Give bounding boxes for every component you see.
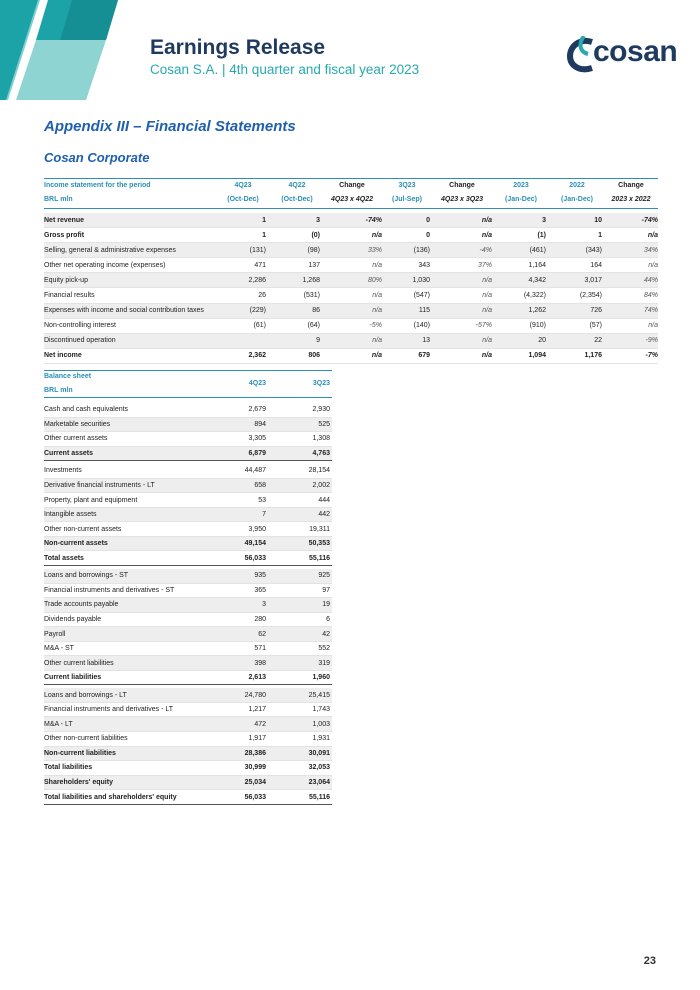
- balance-row: [44, 717, 332, 732]
- income-cell: n/a: [648, 322, 658, 330]
- income-cell: (2,354): [579, 291, 602, 299]
- balance-row-label: Shareholders' equity: [44, 778, 113, 786]
- income-row-label: Selling, general & administrative expenses: [44, 246, 176, 254]
- income-row-label: Gross profit: [44, 231, 85, 239]
- balance-cell-3q23: 925: [318, 572, 330, 580]
- col-header-bottom: 4Q23 x 4Q22: [330, 196, 374, 203]
- balance-row-label: Total assets: [44, 554, 84, 562]
- income-row: [44, 334, 658, 349]
- col-header-top: 2022: [569, 182, 585, 189]
- section-title: Appendix III – Financial Statements: [44, 118, 296, 135]
- income-cell: 137: [308, 261, 320, 269]
- income-cell: (1): [537, 231, 546, 239]
- balance-row: [44, 493, 332, 508]
- subsection-title: Cosan Corporate: [44, 150, 150, 165]
- income-cell: n/a: [371, 352, 382, 360]
- income-row: [44, 288, 658, 303]
- income-cell: n/a: [482, 337, 492, 345]
- balance-cell-4q23: 25,034: [244, 778, 266, 786]
- balance-cell-3q23: 2,930: [312, 406, 330, 414]
- balance-cell-4q23: 1,917: [248, 735, 266, 743]
- balance-cell-3q23: 1,743: [312, 706, 330, 714]
- col-header-bottom: 4Q23 x 3Q23: [440, 196, 484, 203]
- income-row-label: Expenses with income and social contribution taxes: [44, 307, 204, 315]
- balance-header: [44, 370, 332, 398]
- income-cell: -74%: [365, 216, 382, 224]
- income-cell: n/a: [372, 291, 382, 299]
- income-cell: 679: [418, 352, 430, 360]
- balance-row-label: Current assets: [44, 449, 94, 457]
- balance-row: [44, 703, 332, 718]
- balance-row: [44, 598, 332, 613]
- balance-cell-3q23: 30,091: [308, 749, 330, 757]
- col-header-top: Change: [618, 182, 644, 189]
- col-header-bottom: (Jan-Dec): [561, 196, 593, 203]
- income-cell: -7%: [645, 352, 658, 360]
- income-cell: 1,176: [584, 352, 602, 360]
- income-cell: 74%: [643, 307, 658, 315]
- balance-row-label: Other non-current liabilities: [44, 735, 128, 743]
- balance-cell-4q23: 1,217: [248, 706, 266, 714]
- balance-row-label: Total liabilities and shareholders' equity: [44, 793, 177, 801]
- balance-row-label: Derivative financial instruments - LT: [44, 482, 155, 490]
- income-unit: BRL mln: [44, 196, 73, 203]
- income-cell: 10: [594, 216, 602, 224]
- income-cell: (343): [585, 246, 602, 254]
- balance-cell-4q23: 28,386: [244, 749, 266, 757]
- balance-cell-3q23: 442: [318, 511, 330, 519]
- balance-cell-3q23: 1,003: [312, 720, 330, 728]
- balance-cell-4q23: 2,613: [248, 674, 266, 682]
- income-cell: (61): [253, 322, 266, 330]
- col-header-top: 2023: [513, 182, 529, 189]
- income-cell: 1,262: [528, 307, 546, 315]
- income-cell: 1,094: [528, 352, 546, 360]
- balance-row-label: Cash and cash equivalents: [44, 406, 129, 414]
- income-cell: n/a: [482, 276, 492, 284]
- balance-cell-4q23: 44,487: [244, 467, 266, 475]
- balance-row: [44, 642, 332, 657]
- income-row-label: Discontinued operation: [44, 337, 116, 345]
- balance-row-label: Trade accounts payable: [44, 601, 119, 609]
- income-cell: 4,342: [528, 276, 546, 284]
- balance-row: [44, 688, 332, 703]
- balance-cell-4q23: 56,033: [244, 793, 266, 801]
- col-header-top: Change: [339, 182, 365, 189]
- balance-cell-3q23: 23,064: [308, 778, 330, 786]
- income-row-label: Equity pick-up: [44, 276, 88, 284]
- income-header-row-top: [44, 179, 658, 193]
- balance-cell-3q23: 444: [318, 496, 330, 504]
- balance-row: [44, 671, 332, 686]
- balance-row: [44, 732, 332, 747]
- income-cell: (4,322): [523, 291, 546, 299]
- income-cell: (461): [529, 246, 546, 254]
- balance-row-label: Investments: [44, 467, 82, 475]
- balance-cell-4q23: 2,679: [248, 406, 266, 414]
- income-cell: (531): [303, 291, 320, 299]
- income-cell: 22: [594, 337, 602, 345]
- balance-cell-4q23: 365: [254, 586, 266, 594]
- income-row: [44, 319, 658, 334]
- balance-cell-3q23: 4,763: [312, 449, 330, 457]
- income-cell: (0): [311, 231, 320, 239]
- balance-cell-4q23: 935: [254, 572, 266, 580]
- balance-col-4q23: 4Q23: [248, 380, 266, 387]
- balance-sheet-table: [44, 370, 332, 805]
- balance-cell-4q23: 7: [262, 511, 266, 519]
- balance-row: [44, 656, 332, 671]
- balance-row-label: Marketable securities: [44, 420, 111, 428]
- income-cell: 33%: [367, 246, 382, 254]
- income-cell: 9: [316, 337, 320, 345]
- income-cell: 1: [262, 216, 266, 224]
- balance-row-label: Financial instruments and derivatives - LT: [44, 706, 174, 714]
- balance-cell-3q23: 97: [322, 586, 330, 594]
- balance-row: [44, 464, 332, 479]
- income-header-row-bottom: [44, 193, 658, 209]
- balance-cell-3q23: 19,311: [309, 525, 330, 533]
- income-cell: n/a: [481, 231, 492, 239]
- balance-row: [44, 551, 332, 566]
- balance-cell-3q23: 50,353: [308, 540, 330, 548]
- balance-cell-4q23: 894: [254, 420, 266, 428]
- income-cell: 0: [426, 216, 430, 224]
- income-cell: 1,030: [412, 276, 430, 284]
- col-header-bottom: (Jan-Dec): [505, 196, 537, 203]
- income-title: Income statement for the period: [44, 182, 151, 189]
- income-cell: 20: [538, 337, 546, 345]
- balance-cell-3q23: 1,308: [312, 435, 330, 443]
- balance-row: [44, 479, 332, 494]
- balance-cell-3q23: 28,154: [308, 467, 330, 475]
- balance-row: [44, 418, 332, 433]
- balance-cell-4q23: 24,780: [244, 691, 266, 699]
- income-cell: (910): [529, 322, 546, 330]
- balance-row: [44, 522, 332, 537]
- balance-row-label: Other current assets: [44, 435, 108, 443]
- income-cell: n/a: [647, 231, 658, 239]
- report-title: Earnings Release: [150, 36, 326, 59]
- balance-row-label: Intangible assets: [44, 511, 97, 519]
- income-cell: n/a: [481, 352, 492, 360]
- balance-cell-4q23: 62: [258, 630, 266, 638]
- cosan-logo: [566, 36, 681, 74]
- balance-cell-4q23: 53: [258, 496, 266, 504]
- income-cell: 0: [426, 231, 430, 239]
- income-cell: (136): [413, 246, 430, 254]
- col-header-bottom: (Oct-Dec): [281, 196, 313, 203]
- balance-row: [44, 432, 332, 447]
- col-header-top: 3Q23: [398, 182, 416, 189]
- income-cell: 44%: [643, 276, 658, 284]
- balance-cell-4q23: 398: [254, 659, 266, 667]
- balance-cell-4q23: 3,950: [248, 525, 266, 533]
- income-cell: n/a: [372, 261, 382, 269]
- income-cell: 2,362: [248, 352, 266, 360]
- income-row: [44, 349, 658, 364]
- income-cell: 37%: [477, 261, 492, 269]
- balance-cell-3q23: 2,002: [312, 482, 330, 490]
- income-cell: n/a: [481, 216, 492, 224]
- header-decoration: [0, 0, 140, 100]
- income-cell: (57): [589, 322, 602, 330]
- balance-cell-3q23: 319: [318, 659, 330, 667]
- balance-cell-3q23: 55,116: [308, 554, 330, 562]
- balance-row-label: Current liabilities: [44, 674, 102, 682]
- income-cell: 3: [542, 216, 546, 224]
- balance-rows: [44, 403, 332, 805]
- income-rows: [44, 213, 658, 364]
- report-subtitle: Cosan S.A. | 4th quarter and fiscal year 2023: [150, 62, 420, 77]
- income-cell: 343: [418, 261, 430, 269]
- balance-cell-4q23: 472: [254, 720, 266, 728]
- col-header-top: Change: [449, 182, 475, 189]
- income-cell: 2,286: [248, 276, 266, 284]
- balance-row: [44, 613, 332, 628]
- income-row-label: Net revenue: [44, 216, 85, 224]
- income-cell: -9%: [645, 337, 658, 345]
- income-row: [44, 213, 658, 228]
- income-cell: n/a: [482, 307, 492, 315]
- income-cell: -5%: [369, 322, 382, 330]
- income-cell: 1: [598, 231, 602, 239]
- income-cell: n/a: [372, 337, 382, 345]
- income-cell: 726: [590, 307, 602, 315]
- balance-unit: BRL mln: [44, 387, 73, 394]
- balance-cell-4q23: 571: [254, 645, 266, 653]
- balance-row: [44, 403, 332, 418]
- balance-cell-3q23: 55,116: [308, 793, 330, 801]
- balance-row: [44, 584, 332, 599]
- balance-cell-4q23: 658: [254, 482, 266, 490]
- balance-row-label: Total liabilities: [44, 764, 93, 772]
- income-cell: 471: [254, 261, 266, 269]
- income-row-label: Other net operating income (expenses): [44, 261, 166, 269]
- income-cell: 115: [418, 307, 430, 315]
- balance-row-label: M&A - ST: [44, 645, 74, 653]
- income-cell: n/a: [648, 261, 658, 269]
- balance-row: [44, 508, 332, 523]
- income-cell: -4%: [479, 246, 492, 254]
- income-cell: 80%: [367, 276, 382, 284]
- balance-row-label: Financial instruments and derivatives - ST: [44, 586, 175, 594]
- balance-row: [44, 790, 332, 805]
- income-row: [44, 243, 658, 258]
- income-cell: 13: [422, 337, 430, 345]
- balance-row-label: Non-current liabilities: [44, 749, 116, 757]
- balance-cell-4q23: 49,154: [244, 540, 266, 548]
- logo-text: cosan: [593, 35, 678, 68]
- income-cell: n/a: [482, 291, 492, 299]
- income-statement-table: [44, 178, 658, 364]
- col-header-top: 4Q23: [234, 182, 252, 189]
- income-row-label: Financial results: [44, 291, 95, 299]
- income-cell: -74%: [641, 216, 658, 224]
- balance-cell-4q23: 6,879: [248, 449, 266, 457]
- col-header-bottom: (Oct-Dec): [227, 196, 259, 203]
- income-cell: n/a: [372, 307, 382, 315]
- balance-row-label: Other non-current assets: [44, 525, 122, 533]
- balance-row: [44, 569, 332, 584]
- balance-row: [44, 747, 332, 762]
- income-cell: 1: [262, 231, 266, 239]
- balance-cell-3q23: 525: [318, 420, 330, 428]
- balance-row: [44, 776, 332, 791]
- income-cell: 1,164: [528, 261, 546, 269]
- income-cell: 84%: [643, 291, 658, 299]
- income-cell: (131): [249, 246, 266, 254]
- balance-row-label: Dividends payable: [44, 615, 102, 623]
- income-cell: 26: [258, 291, 266, 299]
- income-cell: 1,268: [302, 276, 320, 284]
- income-row: [44, 273, 658, 288]
- balance-row: [44, 447, 332, 462]
- balance-row-label: Payroll: [44, 630, 66, 638]
- balance-cell-3q23: 6: [326, 615, 330, 623]
- balance-title: Balance sheet: [44, 373, 92, 380]
- income-row-label: Non-controlling interest: [44, 322, 116, 330]
- col-header-top: 4Q22: [288, 182, 306, 189]
- income-cell: 3: [316, 216, 320, 224]
- income-cell: (64): [307, 322, 320, 330]
- income-row-label: Net income: [44, 352, 82, 360]
- balance-cell-4q23: 56,033: [244, 554, 266, 562]
- balance-cell-3q23: 42: [322, 630, 330, 638]
- income-row: [44, 304, 658, 319]
- balance-row-label: Loans and borrowings - ST: [44, 572, 129, 580]
- balance-row: [44, 537, 332, 552]
- balance-cell-4q23: 3: [262, 601, 266, 609]
- balance-cell-4q23: 280: [254, 615, 266, 623]
- income-row: [44, 228, 658, 243]
- income-cell: (98): [307, 246, 320, 254]
- balance-row-label: Other current liabilities: [44, 659, 114, 667]
- balance-cell-4q23: 3,305: [248, 435, 266, 443]
- income-cell: -57%: [475, 322, 492, 330]
- page-number: 23: [643, 955, 656, 967]
- income-cell: (547): [413, 291, 430, 299]
- income-cell: 164: [590, 261, 602, 269]
- balance-cell-3q23: 552: [318, 645, 330, 653]
- balance-row-label: Loans and borrowings - LT: [44, 691, 127, 699]
- income-cell: (140): [413, 322, 430, 330]
- balance-cell-3q23: 1,960: [312, 674, 330, 682]
- balance-row-label: M&A - LT: [44, 720, 73, 728]
- balance-cell-3q23: 19: [322, 601, 330, 609]
- income-row: [44, 258, 658, 273]
- col-header-bottom: (Jul-Sep): [392, 196, 422, 203]
- col-header-bottom: 2023 x 2022: [611, 196, 651, 203]
- income-cell: n/a: [371, 231, 382, 239]
- balance-row: [44, 761, 332, 776]
- balance-row: [44, 627, 332, 642]
- cosan-logo-mark-icon: [566, 36, 596, 74]
- balance-cell-3q23: 25,415: [308, 691, 330, 699]
- income-cell: (229): [249, 307, 266, 315]
- income-cell: 86: [312, 307, 320, 315]
- income-cell: 34%: [643, 246, 658, 254]
- balance-col-3q23: 3Q23: [312, 380, 330, 387]
- balance-cell-3q23: 32,053: [308, 764, 330, 772]
- balance-cell-3q23: 1,931: [312, 735, 330, 743]
- income-cell: 806: [308, 352, 320, 360]
- balance-cell-4q23: 30,999: [244, 764, 266, 772]
- balance-row-label: Non-current assets: [44, 540, 108, 548]
- income-cell: 3,017: [584, 276, 602, 284]
- balance-row-label: Property, plant and equipment: [44, 496, 138, 504]
